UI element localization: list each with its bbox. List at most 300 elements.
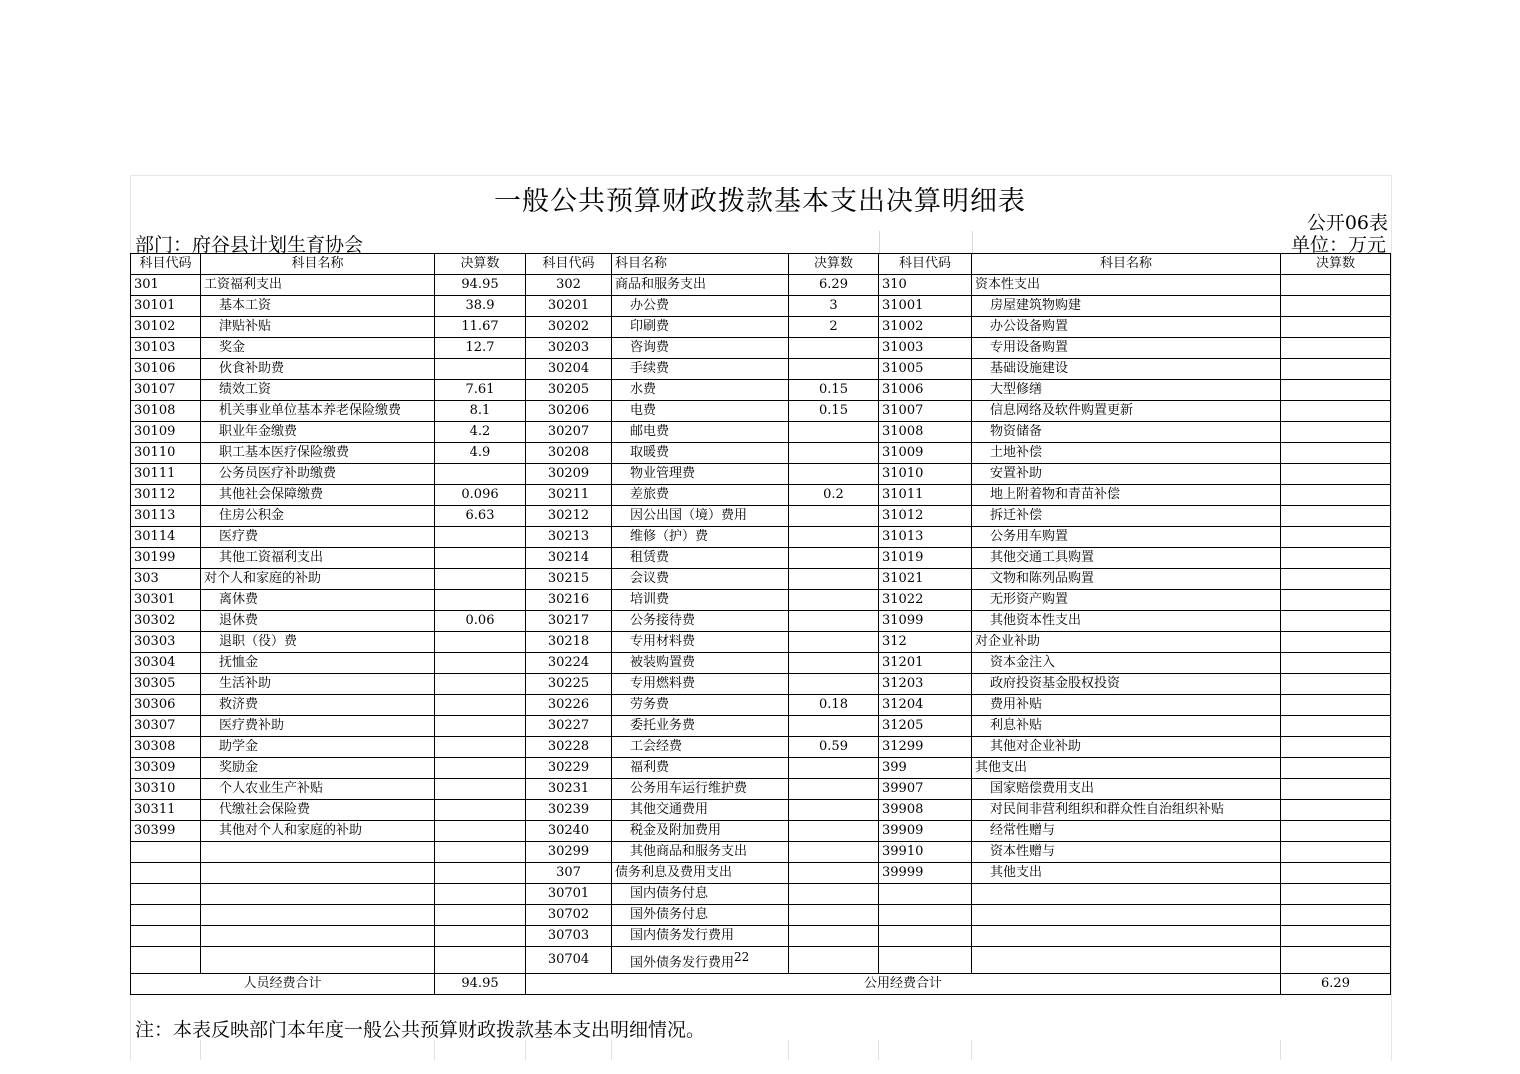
code-cell: 30215 (526, 569, 612, 590)
name-cell: 救济费 (201, 695, 435, 716)
amount-cell (789, 653, 879, 674)
column-header: 科目代码 (131, 254, 201, 275)
amount-cell (435, 590, 526, 611)
name-cell: 国家赔偿费用支出 (972, 779, 1281, 800)
name-cell: 助学金 (201, 737, 435, 758)
name-cell (201, 884, 435, 905)
name-cell: 商品和服务支出 (612, 275, 789, 296)
name-cell: 其他交通工具购置 (972, 548, 1281, 569)
amount-cell (435, 800, 526, 821)
amount-cell (435, 779, 526, 800)
totals-row (131, 974, 1391, 995)
name-cell: 物资储备 (972, 422, 1281, 443)
table-row (131, 485, 1391, 506)
amount-cell (1281, 674, 1391, 695)
amount-cell (435, 548, 526, 569)
table-row (131, 653, 1391, 674)
code-cell: 31022 (879, 590, 972, 611)
table-row (131, 527, 1391, 548)
code-cell: 30206 (526, 401, 612, 422)
name-cell: 费用补贴 (972, 695, 1281, 716)
amount-cell (789, 506, 879, 527)
name-cell: 劳务费 (612, 695, 789, 716)
code-cell: 30302 (131, 611, 201, 632)
code-cell: 30113 (131, 506, 201, 527)
name-cell: 拆迁补偿 (972, 506, 1281, 527)
name-cell: 委托业务费 (612, 716, 789, 737)
name-cell: 对个人和家庭的补助 (201, 569, 435, 590)
faint-gridline (525, 1040, 526, 1060)
name-cell: 信息网络及软件购置更新 (972, 401, 1281, 422)
amount-cell (435, 716, 526, 737)
code-cell: 30212 (526, 506, 612, 527)
amount-cell (789, 926, 879, 947)
code-cell: 30304 (131, 653, 201, 674)
name-cell: 生活补助 (201, 674, 435, 695)
table-row (131, 716, 1391, 737)
amount-cell (435, 653, 526, 674)
name-cell: 邮电费 (612, 422, 789, 443)
name-cell: 离休费 (201, 590, 435, 611)
name-cell: 政府投资基金股权投资 (972, 674, 1281, 695)
name-cell: 国外债务付息 (612, 905, 789, 926)
table-row (131, 800, 1391, 821)
amount-cell (1281, 821, 1391, 842)
code-cell: 30103 (131, 338, 201, 359)
name-cell: 办公设备购置 (972, 317, 1281, 338)
code-cell: 30205 (526, 380, 612, 401)
amount-cell (1281, 569, 1391, 590)
amount-cell (1281, 464, 1391, 485)
table-row (131, 569, 1391, 590)
faint-gridline (972, 231, 973, 253)
amount-cell (1281, 380, 1391, 401)
amount-cell (1281, 905, 1391, 926)
amount-cell: 12.7 (435, 338, 526, 359)
name-cell: 办公费 (612, 296, 789, 317)
code-cell (131, 926, 201, 947)
code-cell: 30399 (131, 821, 201, 842)
amount-cell: 0.15 (789, 401, 879, 422)
faint-gridline (611, 1040, 612, 1060)
code-cell: 30227 (526, 716, 612, 737)
code-cell: 30204 (526, 359, 612, 380)
column-header: 决算数 (1281, 254, 1391, 275)
report-sheet (130, 175, 1390, 1060)
table-row (131, 443, 1391, 464)
name-cell (201, 926, 435, 947)
form-number: 公开06表 (1306, 212, 1388, 234)
amount-cell (789, 863, 879, 884)
amount-cell (789, 359, 879, 380)
table-row (131, 632, 1391, 653)
table-row (131, 317, 1391, 338)
name-cell: 资本金注入 (972, 653, 1281, 674)
amount-cell (1281, 590, 1391, 611)
code-cell: 31008 (879, 422, 972, 443)
name-cell: 物业管理费 (612, 464, 789, 485)
amount-cell: 38.9 (435, 296, 526, 317)
amount-cell (1281, 947, 1391, 974)
amount-cell (435, 926, 526, 947)
code-cell: 302 (526, 275, 612, 296)
amount-cell: 4.2 (435, 422, 526, 443)
name-cell: 基础设施建设 (972, 359, 1281, 380)
table-header-row (131, 254, 1391, 275)
code-cell: 31203 (879, 674, 972, 695)
table-row (131, 926, 1391, 947)
name-cell: 专用材料费 (612, 632, 789, 653)
expenditure-table (130, 253, 1391, 995)
code-cell: 30216 (526, 590, 612, 611)
code-cell: 30199 (131, 548, 201, 569)
amount-cell (1281, 884, 1391, 905)
name-cell: 奖金 (201, 338, 435, 359)
name-cell: 国内债务发行费用 (612, 926, 789, 947)
name-cell: 大型修缮 (972, 380, 1281, 401)
amount-cell (1281, 401, 1391, 422)
amount-cell: 7.61 (435, 380, 526, 401)
amount-cell (1281, 926, 1391, 947)
code-cell: 30102 (131, 317, 201, 338)
amount-cell (1281, 338, 1391, 359)
name-cell: 因公出国（境）费用 (612, 506, 789, 527)
amount-cell (435, 674, 526, 695)
code-cell: 30239 (526, 800, 612, 821)
code-cell: 30202 (526, 317, 612, 338)
code-cell: 31099 (879, 611, 972, 632)
code-cell: 30218 (526, 632, 612, 653)
name-cell: 其他支出 (972, 758, 1281, 779)
amount-cell: 11.67 (435, 317, 526, 338)
amount-cell (1281, 632, 1391, 653)
name-cell: 退休费 (201, 611, 435, 632)
amount-cell (435, 863, 526, 884)
table-row (131, 275, 1391, 296)
name-cell: 公务员医疗补助缴费 (201, 464, 435, 485)
amount-cell (789, 842, 879, 863)
amount-cell (789, 758, 879, 779)
code-cell: 30306 (131, 695, 201, 716)
table-row (131, 842, 1391, 863)
amount-cell (1281, 359, 1391, 380)
name-cell: 资本性赠与 (972, 842, 1281, 863)
amount-cell (789, 884, 879, 905)
code-cell (131, 905, 201, 926)
name-cell: 专用设备购置 (972, 338, 1281, 359)
name-cell: 无形资产购置 (972, 590, 1281, 611)
amount-cell (435, 464, 526, 485)
amount-cell: 94.95 (435, 275, 526, 296)
name-cell: 房屋建筑物购建 (972, 296, 1281, 317)
code-cell (879, 947, 972, 974)
name-cell (972, 905, 1281, 926)
code-cell (131, 842, 201, 863)
code-cell: 310 (879, 275, 972, 296)
amount-cell (1281, 527, 1391, 548)
name-cell: 其他工资福利支出 (201, 548, 435, 569)
code-cell (131, 863, 201, 884)
name-cell: 个人农业生产补贴 (201, 779, 435, 800)
code-cell: 30109 (131, 422, 201, 443)
code-cell: 30311 (131, 800, 201, 821)
amount-cell (1281, 506, 1391, 527)
amount-cell (435, 821, 526, 842)
amount-cell (435, 737, 526, 758)
amount-cell (1281, 842, 1391, 863)
amount-cell (789, 338, 879, 359)
amount-cell (1281, 611, 1391, 632)
code-cell: 30203 (526, 338, 612, 359)
amount-cell (435, 947, 526, 974)
code-cell: 30211 (526, 485, 612, 506)
name-cell: 其他社会保障缴费 (201, 485, 435, 506)
code-cell: 30112 (131, 485, 201, 506)
name-cell: 税金及附加费用 (612, 821, 789, 842)
code-cell: 31001 (879, 296, 972, 317)
faint-gridline (879, 231, 880, 253)
amount-cell: 2 (789, 317, 879, 338)
personnel-total-label: 人员经费合计 (131, 974, 435, 995)
name-cell: 福利费 (612, 758, 789, 779)
amount-cell (1281, 317, 1391, 338)
name-cell: 职业年金缴费 (201, 422, 435, 443)
code-cell: 30299 (526, 842, 612, 863)
footnote: 注：本表反映部门本年度一般公共预算财政拨款基本支出明细情况。 (135, 1019, 706, 1041)
table-row (131, 758, 1391, 779)
column-header: 科目代码 (526, 254, 612, 275)
amount-cell: 0.59 (789, 737, 879, 758)
code-cell: 30111 (131, 464, 201, 485)
code-cell: 30309 (131, 758, 201, 779)
name-cell: 被装购置费 (612, 653, 789, 674)
name-cell: 土地补偿 (972, 443, 1281, 464)
faint-gridline (878, 1040, 879, 1060)
table-row (131, 947, 1391, 974)
amount-cell: 0.096 (435, 485, 526, 506)
code-cell: 30303 (131, 632, 201, 653)
name-cell (201, 842, 435, 863)
name-cell: 公务接待费 (612, 611, 789, 632)
table-row (131, 674, 1391, 695)
name-cell: 工资福利支出 (201, 275, 435, 296)
amount-cell (789, 569, 879, 590)
table-row (131, 548, 1391, 569)
personnel-total-value: 94.95 (435, 974, 526, 995)
code-cell: 31002 (879, 317, 972, 338)
name-cell: 文物和陈列品购置 (972, 569, 1281, 590)
table-row (131, 401, 1391, 422)
amount-cell (435, 632, 526, 653)
code-cell: 31010 (879, 464, 972, 485)
name-cell: 地上附着物和青苗补偿 (972, 485, 1281, 506)
amount-cell (1281, 695, 1391, 716)
amount-cell (1281, 275, 1391, 296)
amount-cell: 0.2 (789, 485, 879, 506)
amount-cell: 4.9 (435, 443, 526, 464)
amount-cell (1281, 800, 1391, 821)
code-cell: 30701 (526, 884, 612, 905)
amount-cell (789, 548, 879, 569)
code-cell (879, 884, 972, 905)
code-cell: 39999 (879, 863, 972, 884)
code-cell: 31009 (879, 443, 972, 464)
faint-gridline (971, 1040, 972, 1060)
table-row (131, 779, 1391, 800)
code-cell (131, 884, 201, 905)
name-cell: 咨询费 (612, 338, 789, 359)
name-cell: 其他对企业补助 (972, 737, 1281, 758)
amount-cell (789, 590, 879, 611)
code-cell: 301 (131, 275, 201, 296)
name-cell (972, 884, 1281, 905)
table-row (131, 590, 1391, 611)
name-cell: 伙食补助费 (201, 359, 435, 380)
name-cell: 其他商品和服务支出 (612, 842, 789, 863)
table-row (131, 506, 1391, 527)
amount-cell (789, 905, 879, 926)
name-cell (201, 905, 435, 926)
amount-cell: 6.29 (789, 275, 879, 296)
table-row (131, 695, 1391, 716)
faint-gridline (200, 1040, 201, 1060)
code-cell: 307 (526, 863, 612, 884)
amount-cell (789, 464, 879, 485)
amount-cell (435, 527, 526, 548)
table-row (131, 296, 1391, 317)
code-cell: 31005 (879, 359, 972, 380)
code-cell: 30114 (131, 527, 201, 548)
name-cell: 会议费 (612, 569, 789, 590)
faint-gridline (788, 1040, 789, 1060)
code-cell: 30108 (131, 401, 201, 422)
amount-cell: 6.63 (435, 506, 526, 527)
unit-label: 单位：万元 (1290, 234, 1386, 256)
amount-cell (1281, 737, 1391, 758)
code-cell: 31013 (879, 527, 972, 548)
column-header: 科目名称 (201, 254, 435, 275)
name-cell: 维修（护）费 (612, 527, 789, 548)
faint-gridline (434, 1040, 435, 1060)
amount-cell (789, 947, 879, 974)
code-cell: 31204 (879, 695, 972, 716)
code-cell: 30231 (526, 779, 612, 800)
name-cell: 机关事业单位基本养老保险缴费 (201, 401, 435, 422)
table-row (131, 884, 1391, 905)
amount-cell: 0.15 (789, 380, 879, 401)
code-cell: 31201 (879, 653, 972, 674)
code-cell: 30240 (526, 821, 612, 842)
department-label: 部门：府谷县计划生育协会 (135, 234, 364, 256)
name-cell: 债务利息及费用支出 (612, 863, 789, 884)
table-row (131, 422, 1391, 443)
name-cell: 资本性支出 (972, 275, 1281, 296)
name-cell: 公务用车运行维护费 (612, 779, 789, 800)
report-title: 一般公共预算财政拨款基本支出决算明细表 (494, 186, 1026, 217)
code-cell: 30107 (131, 380, 201, 401)
name-cell: 基本工资 (201, 296, 435, 317)
name-cell: 工会经费 (612, 737, 789, 758)
stray-mark: 22 (734, 950, 750, 964)
amount-cell: 0.06 (435, 611, 526, 632)
code-cell: 31021 (879, 569, 972, 590)
code-cell: 31011 (879, 485, 972, 506)
amount-cell (789, 674, 879, 695)
name-cell (201, 863, 435, 884)
code-cell: 39909 (879, 821, 972, 842)
name-cell: 津贴补贴 (201, 317, 435, 338)
code-cell: 30101 (131, 296, 201, 317)
name-cell: 抚恤金 (201, 653, 435, 674)
amount-cell (1281, 443, 1391, 464)
column-header: 决算数 (789, 254, 879, 275)
code-cell (131, 947, 201, 974)
name-cell: 经常性赠与 (972, 821, 1281, 842)
column-header: 科目名称 (972, 254, 1281, 275)
amount-cell: 3 (789, 296, 879, 317)
amount-cell (1281, 485, 1391, 506)
amount-cell (435, 758, 526, 779)
code-cell (879, 926, 972, 947)
code-cell: 30208 (526, 443, 612, 464)
table-row (131, 821, 1391, 842)
code-cell: 30308 (131, 737, 201, 758)
code-cell: 31205 (879, 716, 972, 737)
code-cell: 30224 (526, 653, 612, 674)
amount-cell (1281, 548, 1391, 569)
name-cell: 培训费 (612, 590, 789, 611)
name-cell: 国内债务付息 (612, 884, 789, 905)
amount-cell (789, 821, 879, 842)
table-row (131, 359, 1391, 380)
code-cell: 30214 (526, 548, 612, 569)
name-cell: 代缴社会保险费 (201, 800, 435, 821)
code-cell: 30201 (526, 296, 612, 317)
faint-gridline (1280, 1040, 1281, 1060)
name-cell: 安置补助 (972, 464, 1281, 485)
name-cell: 公务用车购置 (972, 527, 1281, 548)
table-row (131, 338, 1391, 359)
name-cell: 对企业补助 (972, 632, 1281, 653)
name-cell (972, 926, 1281, 947)
name-cell: 国外债务发行费用22 (612, 947, 789, 974)
name-cell: 对民间非营利组织和群众性自治组织补贴 (972, 800, 1281, 821)
amount-cell (1281, 653, 1391, 674)
name-cell: 医疗费 (201, 527, 435, 548)
amount-cell (1281, 716, 1391, 737)
name-cell (972, 947, 1281, 974)
code-cell: 30702 (526, 905, 612, 926)
code-cell: 30703 (526, 926, 612, 947)
name-cell: 绩效工资 (201, 380, 435, 401)
code-cell: 31012 (879, 506, 972, 527)
code-cell: 30110 (131, 443, 201, 464)
name-cell: 医疗费补助 (201, 716, 435, 737)
table-row (131, 464, 1391, 485)
code-cell: 30213 (526, 527, 612, 548)
code-cell (879, 905, 972, 926)
name-cell: 其他对个人和家庭的补助 (201, 821, 435, 842)
name-cell: 水费 (612, 380, 789, 401)
code-cell: 30106 (131, 359, 201, 380)
amount-cell (789, 716, 879, 737)
code-cell: 31007 (879, 401, 972, 422)
name-cell: 印刷费 (612, 317, 789, 338)
column-header: 科目代码 (879, 254, 972, 275)
name-cell: 电费 (612, 401, 789, 422)
code-cell: 39908 (879, 800, 972, 821)
name-cell: 住房公积金 (201, 506, 435, 527)
